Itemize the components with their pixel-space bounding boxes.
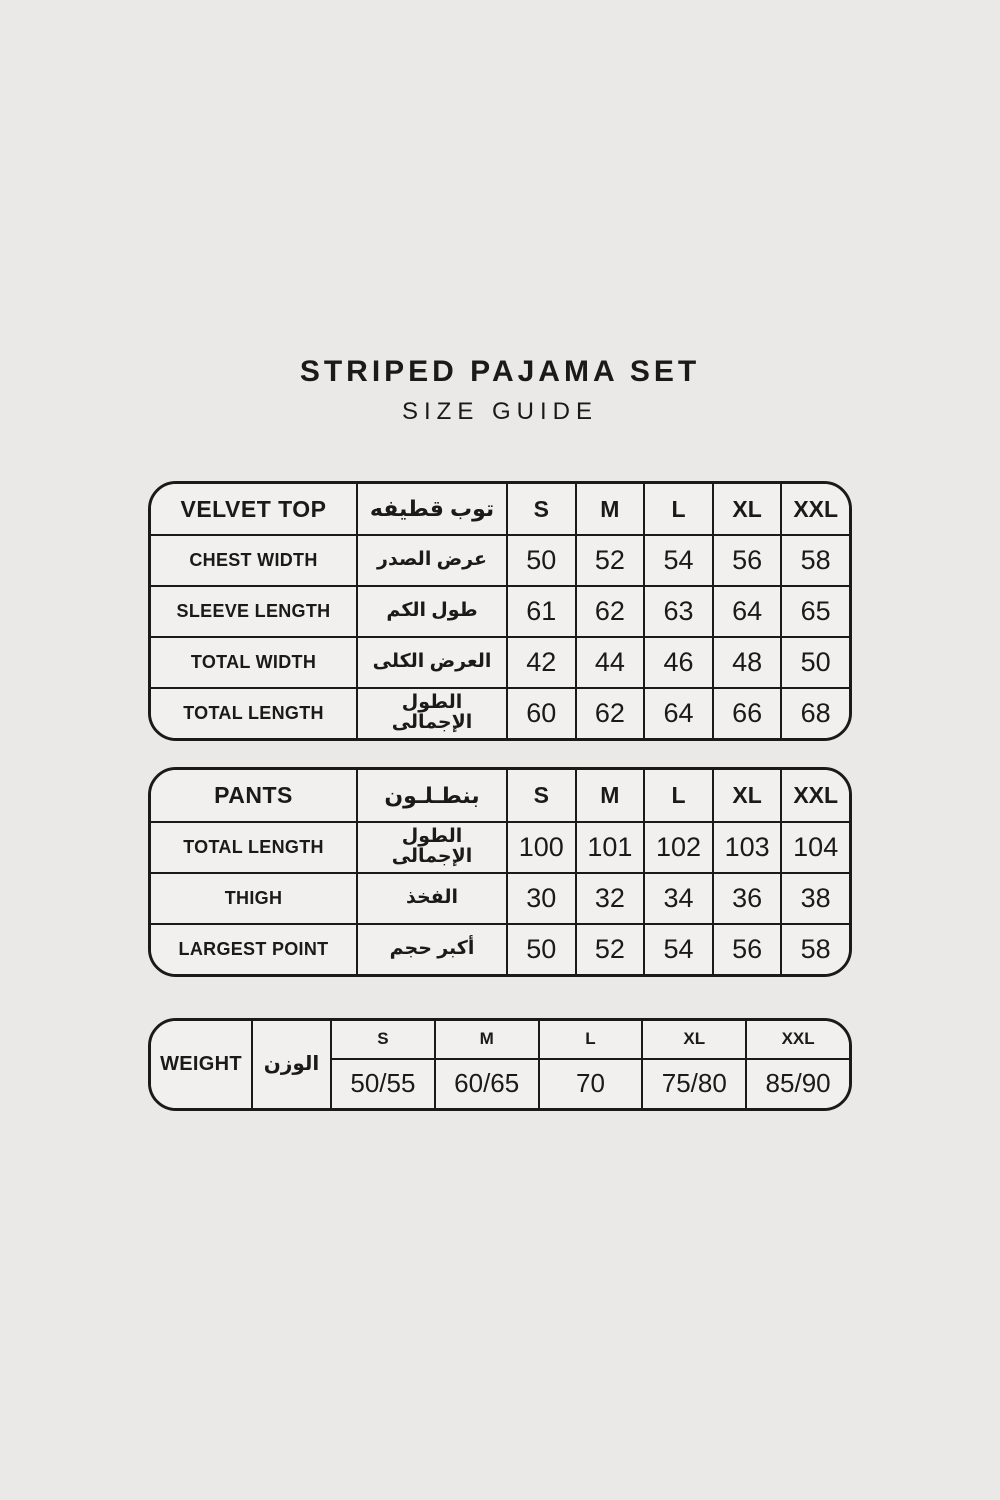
row-label-en: SLEEVE LENGTH [151, 585, 356, 636]
weight-table [148, 1018, 852, 1111]
weight-value: 85/90 [745, 1058, 849, 1108]
row-label-en: CHEST WIDTH [151, 534, 356, 585]
size-value: 63 [643, 585, 712, 636]
row-label-en: TOTAL LENGTH [151, 821, 356, 872]
size-value: 54 [643, 923, 712, 974]
size-value: 46 [643, 636, 712, 687]
size-header-l: L [643, 484, 712, 534]
size-header-l: L [538, 1021, 642, 1058]
size-header-xl: XL [712, 770, 781, 821]
size-value: 50 [506, 923, 575, 974]
size-header-s: S [506, 484, 575, 534]
size-value: 30 [506, 872, 575, 923]
size-header-xl: XL [712, 484, 781, 534]
size-value: 56 [712, 923, 781, 974]
pants-table [148, 767, 852, 977]
size-value: 42 [506, 636, 575, 687]
row-label-ar: العرض الكلى [356, 636, 506, 687]
size-header-l: L [643, 770, 712, 821]
row-label-ar: أكبر حجم [356, 923, 506, 974]
size-value: 44 [575, 636, 644, 687]
size-value: 65 [780, 585, 849, 636]
page-subtitle: SIZE GUIDE [401, 397, 599, 425]
size-value: 54 [643, 534, 712, 585]
size-value: 58 [780, 923, 849, 974]
size-value: 64 [643, 687, 712, 738]
size-value: 32 [575, 872, 644, 923]
size-value: 50 [780, 636, 849, 687]
size-value: 36 [712, 872, 781, 923]
row-label-ar: الفخذ [356, 872, 506, 923]
size-header-xxl: XXL [780, 770, 849, 821]
pants-title-en: PANTS [151, 770, 356, 821]
size-value: 58 [780, 534, 849, 585]
weight-value: 75/80 [641, 1058, 745, 1108]
row-label-ar: الطول الإجمالى [356, 687, 506, 738]
weight-label-ar: الوزن [251, 1021, 330, 1108]
weight-label-en: WEIGHT [151, 1021, 251, 1108]
size-header-xxl: XXL [745, 1021, 849, 1058]
row-label-en: TOTAL WIDTH [151, 636, 356, 687]
velvet-top-table [148, 481, 852, 741]
row-label-en: TOTAL LENGTH [151, 687, 356, 738]
size-header-s: S [330, 1021, 434, 1058]
size-value: 102 [643, 821, 712, 872]
size-value: 48 [712, 636, 781, 687]
size-value: 50 [506, 534, 575, 585]
size-value: 64 [712, 585, 781, 636]
size-value: 100 [506, 821, 575, 872]
row-label-ar: طول الكم [356, 585, 506, 636]
size-value: 66 [712, 687, 781, 738]
size-value: 52 [575, 534, 644, 585]
size-header-m: M [575, 770, 644, 821]
page-heading [0, 0, 1000, 424]
size-value: 52 [575, 923, 644, 974]
velvet-top-title-en: VELVET TOP [151, 484, 356, 534]
size-value: 104 [780, 821, 849, 872]
size-value: 34 [643, 872, 712, 923]
size-value: 61 [506, 585, 575, 636]
size-value: 38 [780, 872, 849, 923]
row-label-ar: الطول الإجمالى [356, 821, 506, 872]
size-header-m: M [434, 1021, 538, 1058]
weight-value: 50/55 [330, 1058, 434, 1108]
size-value: 103 [712, 821, 781, 872]
pants-title-ar: بنطـلـون [356, 770, 506, 821]
size-value: 60 [506, 687, 575, 738]
weight-value: 70 [538, 1058, 642, 1108]
row-label-en: THIGH [151, 872, 356, 923]
size-value: 62 [575, 687, 644, 738]
size-value: 56 [712, 534, 781, 585]
size-value: 62 [575, 585, 644, 636]
page-title: STRIPED PAJAMA SET [299, 355, 701, 388]
row-label-en: LARGEST POINT [151, 923, 356, 974]
weight-value: 60/65 [434, 1058, 538, 1108]
size-header-s: S [506, 770, 575, 821]
size-value: 101 [575, 821, 644, 872]
size-header-xl: XL [641, 1021, 745, 1058]
velvet-top-title-ar: توب قطيفه [356, 484, 506, 534]
row-label-ar: عرض الصدر [356, 534, 506, 585]
size-header-m: M [575, 484, 644, 534]
size-header-xxl: XXL [780, 484, 849, 534]
size-value: 68 [780, 687, 849, 738]
